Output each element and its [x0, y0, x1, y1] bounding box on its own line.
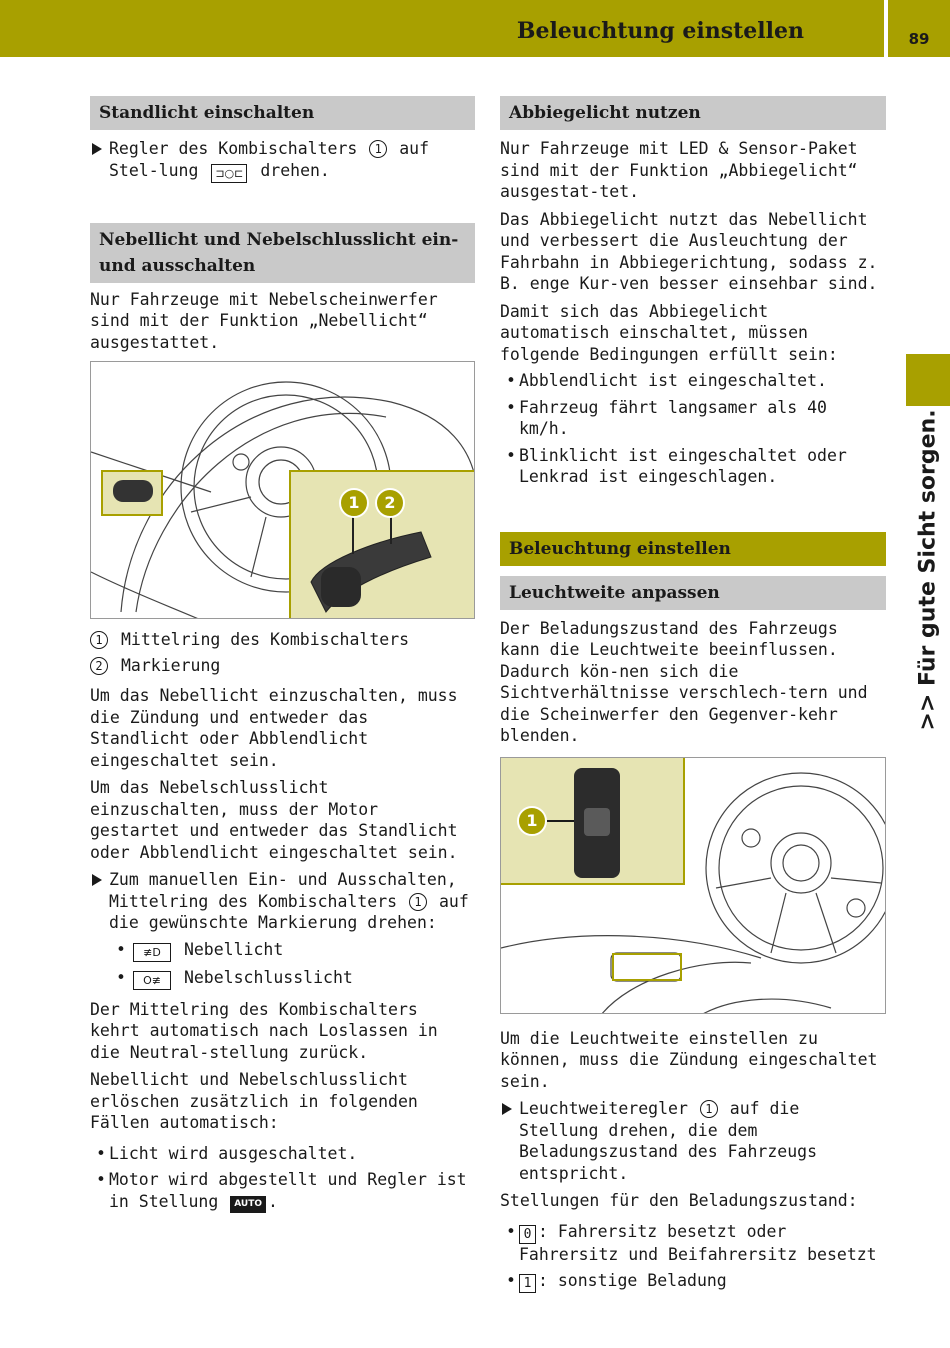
list-item: • Licht wird ausgeschaltet.	[90, 1143, 475, 1165]
list-item: • Abblendlicht ist eingeschaltet.	[500, 370, 886, 392]
paragraph: Der Beladungszustand des Fahrzeugs kann die Leuchtweite beeinflussen. Dadurch kön-nen sich die Sichtverhältnisse verschlech-tern und die Scheinwerfer den Gegenver-kehr blenden.	[500, 618, 868, 745]
step-text: Regler des Kombischalters	[109, 139, 358, 158]
position-key: 0	[519, 1225, 536, 1244]
paragraph: Um die Leuchtweite einstellen zu können, muss die Zündung eingeschaltet sein.	[500, 1028, 878, 1091]
parking-light-symbol-icon: ⊐○⊏	[211, 164, 247, 183]
side-tab-marker	[906, 354, 950, 406]
list-item	[90, 967, 475, 990]
list-item-text: Nebellicht	[183, 939, 284, 959]
detail-inset	[501, 758, 685, 885]
list-item-text: : sonstige Beladung	[538, 1271, 727, 1290]
callout-number: 1	[409, 893, 427, 911]
headlamp-range-figure	[500, 757, 886, 1014]
legend-text: Markierung	[121, 655, 221, 675]
list-item-text: Motor wird abgestellt und Regler ist in Stellung	[109, 1170, 467, 1211]
combination-switch-figure	[90, 361, 475, 619]
callout-badge: 2	[375, 488, 405, 518]
list-item	[500, 1270, 886, 1293]
list-item	[500, 1221, 886, 1266]
paragraph: Um das Nebelschlusslicht einzuschalten, muss der Motor gestartet und entweder das Standlicht oder Abblendlicht eingeschaltet sein.	[90, 778, 458, 862]
callout-number: 1	[700, 1100, 718, 1118]
side-chapter-label: >> Für gute Sicht sorgen.	[915, 409, 941, 731]
paragraph: Um das Nebellicht einzuschalten, muss die Zündung und entweder das Standlicht oder Abblendlicht eingeschaltet sein.	[90, 686, 458, 770]
range-wheel	[584, 808, 610, 836]
legend-item	[90, 655, 475, 677]
step-text: auf die gewünschte Markierung drehen:	[109, 891, 469, 932]
list-item-text: Nebelschlusslicht	[183, 967, 353, 987]
paragraph: Damit sich das Abbiegelicht automatisch einschaltet, müssen folgende Bedingungen erfüllt sein:	[500, 301, 838, 364]
list-item	[90, 939, 475, 962]
step-text: drehen.	[260, 160, 330, 180]
paragraph: Nur Fahrzeuge mit LED & Sensor-Paket sind mit der Funktion „Abbiegelicht“ ausgestat-tet.	[500, 139, 858, 201]
right-column	[500, 96, 886, 1293]
paragraph: Nur Fahrzeuge mit Nebelscheinwerfer sind mit der Funktion „Nebellicht“ ausgestattet.	[90, 289, 438, 352]
section-heading-standlicht: Standlicht einschalten	[90, 96, 475, 130]
left-column	[90, 96, 475, 1213]
fog-light-symbol-icon: ≢D	[133, 943, 171, 962]
callout-badge: 1	[517, 806, 547, 836]
switch-thumbnail	[113, 480, 153, 502]
callout-leader-line	[547, 820, 574, 822]
section-heading-leuchtweite: Leuchtweite anpassen	[500, 576, 886, 610]
paragraph: Der Mittelring des Kombischalters kehrt automatisch nach Loslassen in die Neutral-stellung zurück.	[90, 999, 438, 1062]
section-heading-abbiegelicht: Abbiegelicht nutzen	[500, 96, 886, 130]
section-heading-beleuchtung: Beleuchtung einstellen	[500, 532, 886, 566]
callout-number: 1	[369, 140, 387, 158]
callout-badge: 1	[339, 488, 369, 518]
range-regulator-thumbnail	[574, 768, 620, 878]
section-heading-nebellicht: Nebellicht und Nebelschlusslicht ein- und ausschalten	[90, 223, 475, 283]
callout-number: 1	[90, 631, 108, 649]
page-number: 89	[908, 30, 930, 48]
instruction-step	[90, 138, 475, 183]
step-text: Zum manuellen Ein- und Ausschalten, Mittelring des Kombischalters	[109, 870, 457, 911]
step-text: Leuchtweiteregler	[519, 1099, 688, 1118]
position-key: 1	[519, 1274, 536, 1293]
paragraph: Stellungen für den Beladungszustand:	[500, 1191, 858, 1210]
instruction-step	[500, 1098, 886, 1184]
legend-text: Mittelring des Kombischalters	[121, 630, 410, 649]
rear-fog-light-symbol-icon: O≢	[133, 971, 171, 990]
page-title: Beleuchtung einstellen	[516, 18, 804, 44]
auto-badge: AUTO	[230, 1196, 266, 1213]
detail-inset	[289, 470, 475, 619]
list-item: • Fahrzeug fährt langsamer als 40 km/h.	[500, 397, 886, 440]
legend-item	[90, 629, 475, 651]
page-number-box	[888, 0, 950, 57]
paragraph: Nebellicht und Nebelschlusslicht erlöschen zusätzlich in folgenden Fällen automatisch:	[90, 1070, 418, 1132]
paragraph: Das Abbiegelicht nutzt das Nebellicht und verbessert die Ausleuchtung der Fahrbahn in Abbiegerichtung, sodass z. B. enge Kur-ven besser einsehbar sind.	[500, 209, 878, 293]
list-item: • Motor wird abgestellt und Regler ist in Stellung AUTO .	[90, 1169, 475, 1213]
instruction-step	[90, 869, 475, 934]
step-text: auf Stel-lung	[109, 139, 430, 180]
list-item: • Blinklicht ist eingeschaltet oder Lenkrad ist eingeschlagen.	[500, 445, 886, 488]
list-item-text: : Fahrersitz besetzt oder Fahrersitz und Beifahrersitz besetzt	[519, 1221, 877, 1264]
detail-highlight-box	[101, 470, 163, 516]
callout-number: 2	[90, 657, 108, 675]
header-bar	[0, 0, 884, 57]
step-text: auf die Stellung drehen, die dem Beladungszustand des Fahrzeugs entspricht.	[519, 1099, 818, 1183]
